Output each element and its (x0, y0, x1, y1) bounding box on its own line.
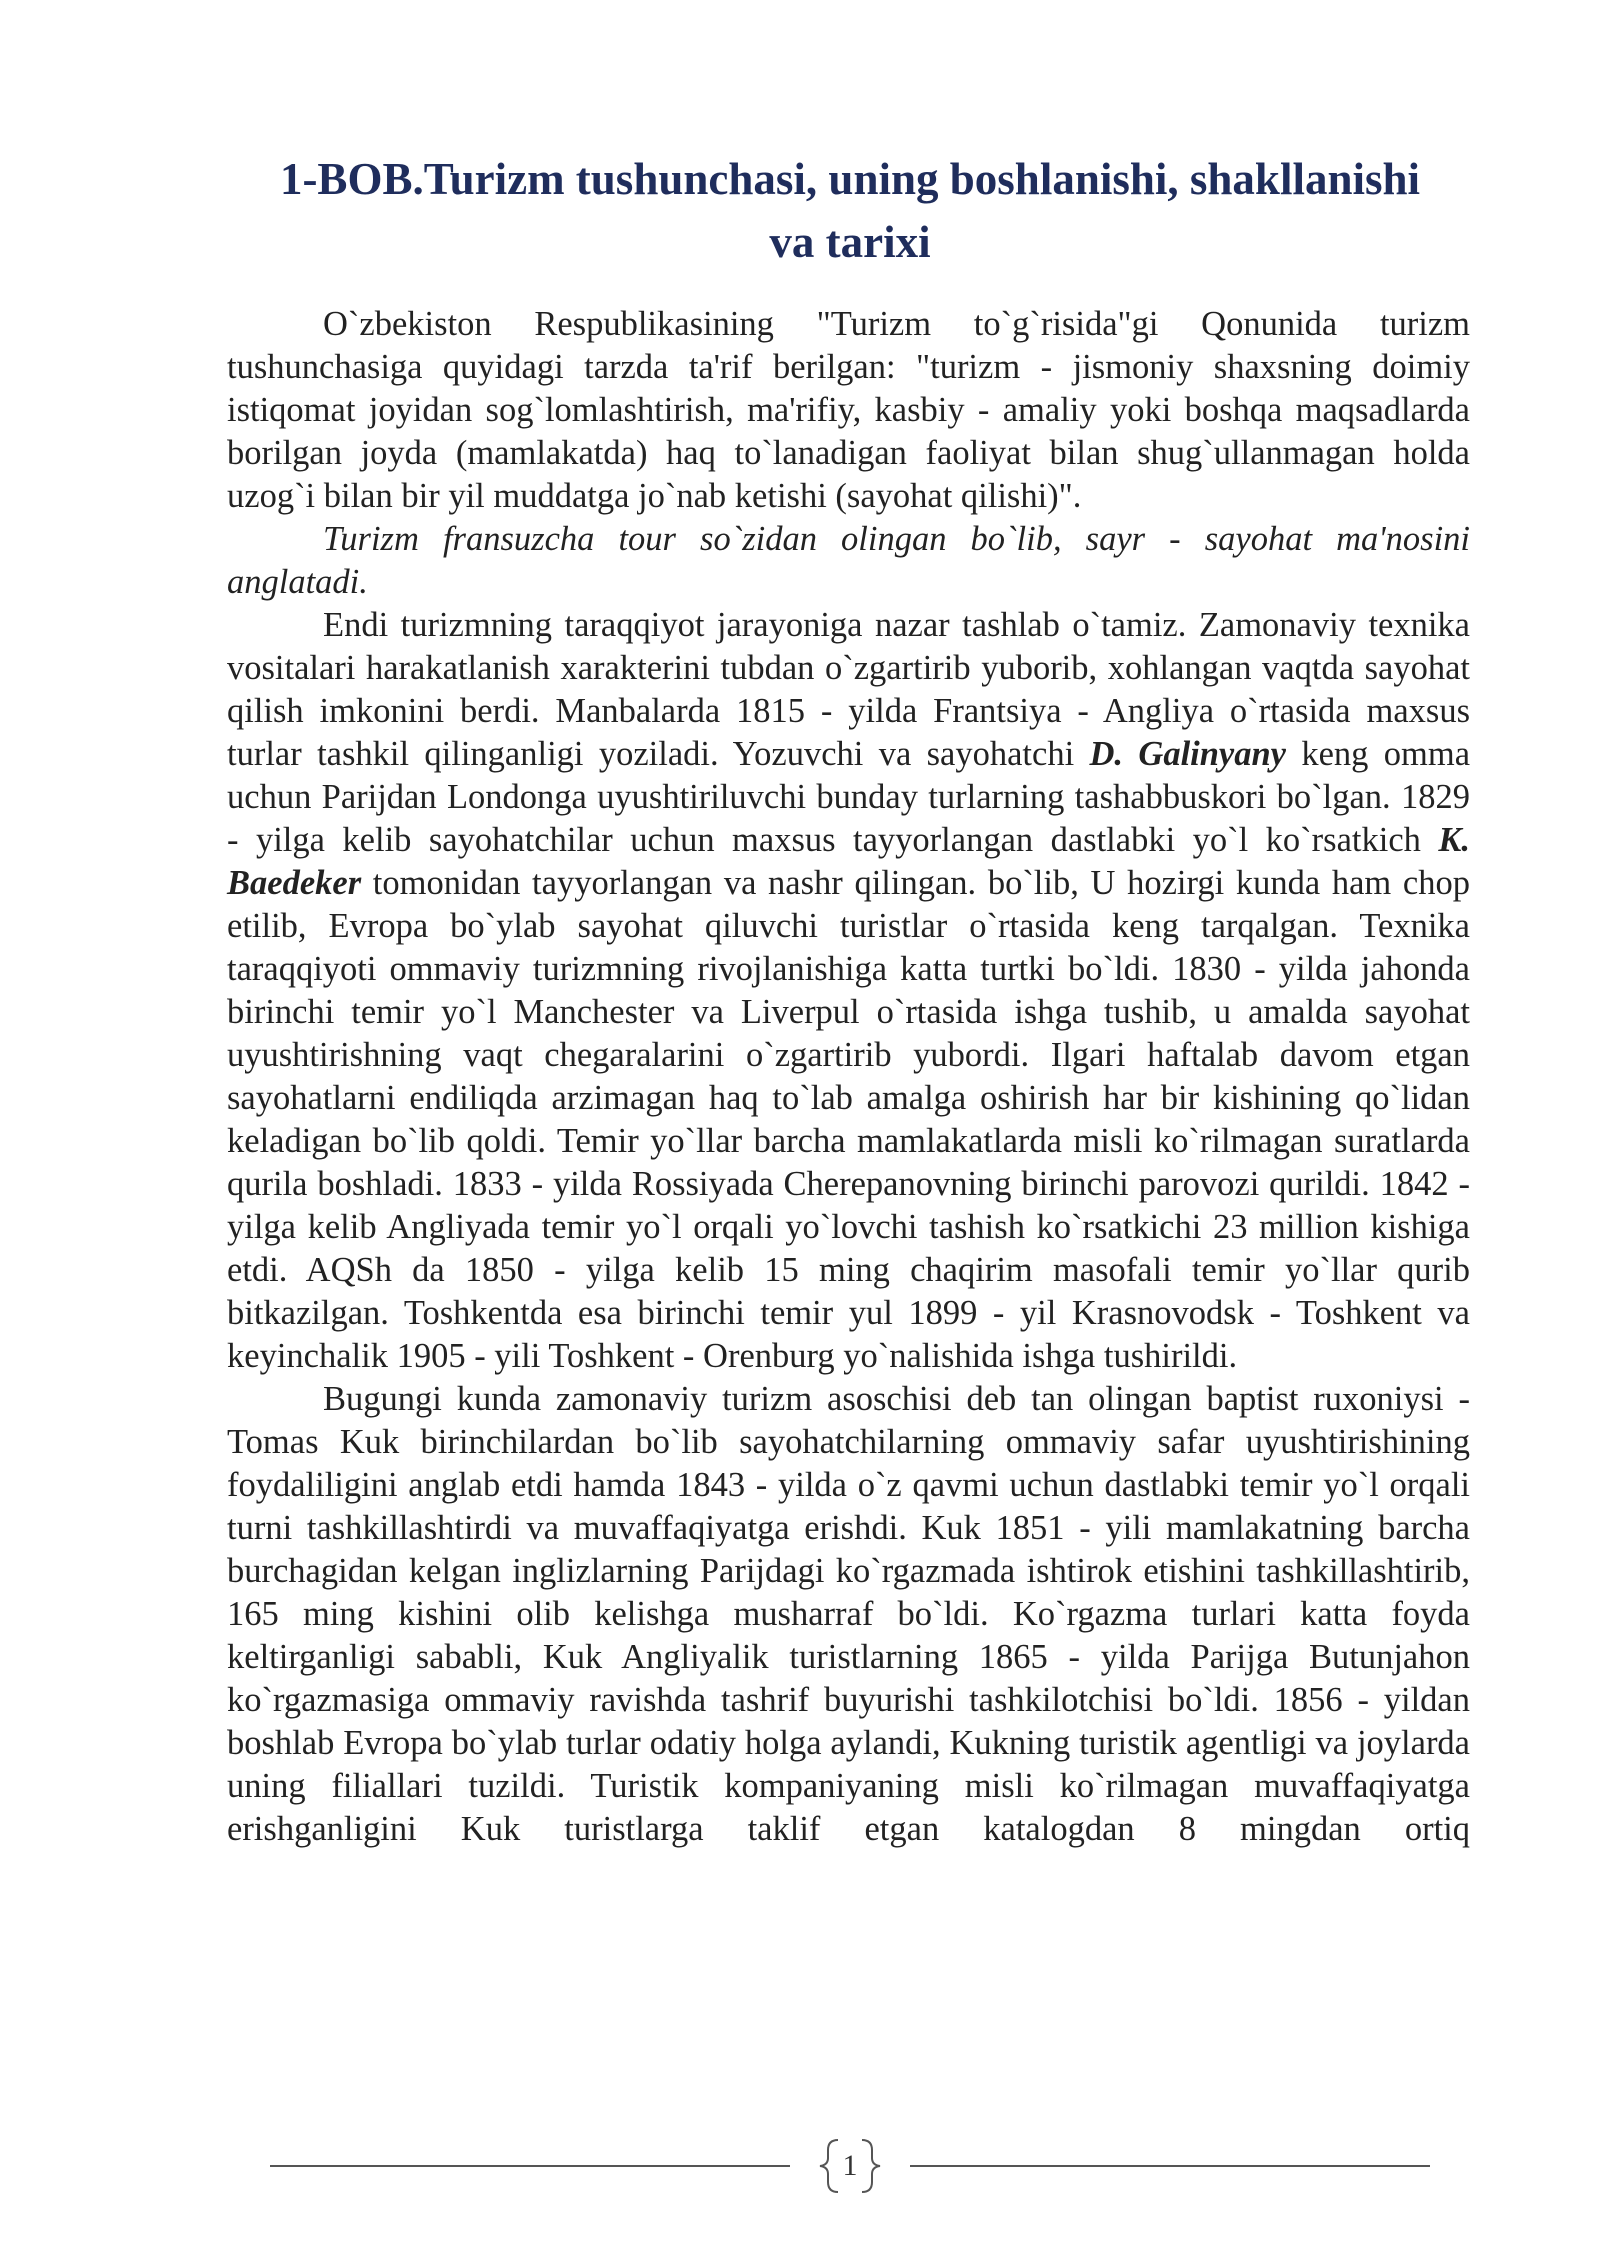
chapter-title-line-2: va tarixi (769, 217, 931, 267)
footer-rule-right (910, 2165, 1430, 2167)
page-number: 1 (842, 2149, 858, 2182)
chapter-title-line-1: 1-BOB.Turizm tushunchasi, uning boshlanishi, shakllanishi (279, 154, 1421, 204)
paragraph-thomas-cook: Bugungi kunda zamonaviy turizm asoschisi deb tan olingan baptist ruxoniysi - Tomas Kuk birinchilardan bo`lib sayohatchilarning ommaviy safar uyushtirishining foydaliligini anglab etdi hamda 1843 - yilda o`z qavmi uchun dastlabki temir yo`l orqali turni tashkillashtirdi va muvaffaqiyatga erishdi. Kuk 1851 - yili mamlakatning barcha burchagidan kelgan inglizlarning Parijdagi ko`rgazmada ishtirok etishini tashkillashtirib, 165 ming kishini olib kelishga musharraf bo`ldi. Ko`rgazma turlari katta foyda keltirganligi sababli, Kuk Angliyalik turistlarning 1865 - yilda Parijga Butunjahon ko`rgazmasiga ommaviy ravishda tashrif buyurishi tashkilotchisi bo`ldi. 1856 - yildan boshlab Evropa bo`ylab turlar odatiy holga aylandi, Kukning turistik agentligi va joylarda uning filiallari tuzildi. Turistik kompaniyaning misli ko`rilmagan muvaffaqiyatga erishganligini Kuk turistlarga taklif etgan katalogdan 8 mingdan ortiq (227, 1380, 1470, 1848)
footer-rule-left (270, 2165, 790, 2167)
chapter-title (200, 148, 1500, 274)
body-text (227, 303, 1470, 1851)
page-footer (270, 2136, 1430, 2196)
history-text-part-1: Endi turizmning taraqqiyot jarayoniga nazar tashlab o`tamiz. Zamonaviy texnika vositalari harakatlanish xarakterini tubdan o`zgartirib yuborib, xohlangan vaqtda sayohat qilish imkonini berdi. Manbalarda 1815 - yilda Frantsiya - Angliya o`rtasida maxsus turlar tashkil qilinganligi yoziladi. Yozuvchi va sayohatchi (227, 606, 1470, 773)
paragraph-etymology: Turizm fransuzcha tour so`zidan olingan bo`lib, sayr - sayohat ma'nosini anglatadi. (227, 520, 1470, 601)
history-text-part-3: tomonidan tayyorlangan va nashr qilingan. bo`lib, U hozirgi kunda ham chop etilib, Evropa bo`ylab sayohat qiluvchi turistlar o`rtasida keng tarqalgan. Texnika taraqqiyoti ommaviy turizmning rivojlanishiga katta turtki bo`ldi. 1830 - yilda jahonda birinchi temir yo`l Manchester va Liverpul o`rtasida ishga tushib, u amalda sayohat uyushtirishning vaqt chegaralarini o`zgartirib yubordi. Ilgari haftalab davom etgan sayohatlarni endiliqda arzimagan haq to`lab amalga oshirish har bir kishining qo`lidan keladigan bo`lib qoldi. Temir yo`llar barcha mamlakatlarda misli ko`rilmagan suratlarda qurila boshladi. 1833 - yilda Rossiyada Cherepanovning birinchi parovozi qurildi. 1842 - yilga kelib Angliyada temir yo`l orqali yo`lovchi tashish ko`rsatkichi 23 million kishiga etdi. AQSh da 1850 - yilga kelib 15 ming chaqirim masofali temir yo`llar qurib bitkazilgan. Toshkentda esa birinchi temir yul 1899 - yil Krasnovodsk - Toshkent va keyinchalik 1905 - yili Toshkent - Orenburg yo`nalishida ishga tushirildi. (227, 864, 1470, 1375)
history-text-part-2: keng omma uchun Parijdan Londonga uyushtiriluvchi bunday turlarning tashabbuskori bo`lgan. 1829 - yilga kelib sayohatchilar uchun maxsus tayyorlangan dastlabki yo`l ko`rsatkich (227, 735, 1471, 859)
person-name-baedeker: K. Baedeker (227, 821, 1470, 902)
right-brace-icon (852, 2136, 912, 2196)
person-name-galinyany: D. Galinyany (1089, 735, 1286, 773)
paragraph-law-definition: O`zbekiston Respublikasining "Turizm to`g`risida"gi Qonunida turizm tushunchasiga quyidagi tarzda ta'rif berilgan: "turizm - jismoniy shaxsning doimiy istiqomat joyidan sog`lomlashtirish, ma'rifiy, kasbiy - amaliy yoki boshqa maqsadlarda borilgan joyda (mamlakatda) haq to`lanadigan faoliyat bilan shug`ullanmagan holda uzog`i bilan bir yil muddatga jo`nab ketishi (sayohat qilishi)". (227, 305, 1470, 515)
paragraph-history (227, 604, 1470, 1378)
